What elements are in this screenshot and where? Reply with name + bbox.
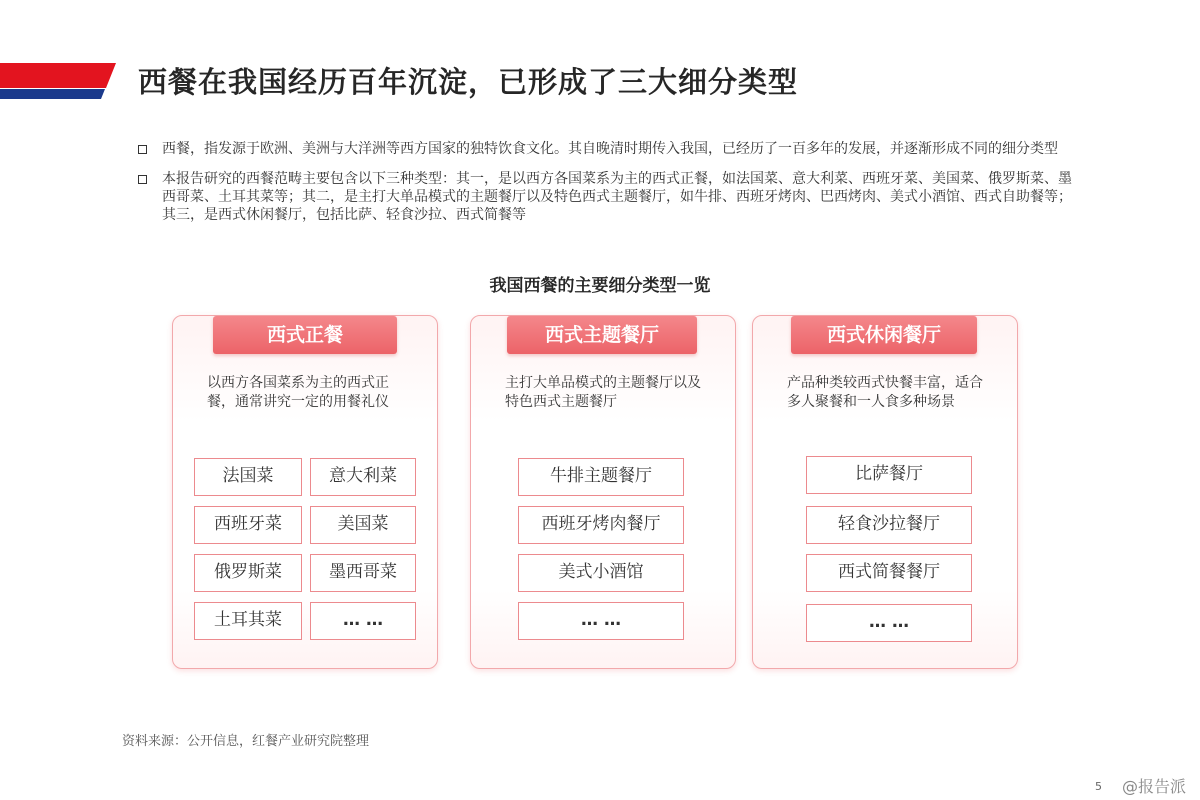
category-header: 西式主题餐厅 [507,316,697,354]
cuisine-item: 美国菜 [310,506,416,544]
cuisine-item: 西班牙菜 [194,506,302,544]
page-title: 西餐在我国经历百年沉淀，已形成了三大细分类型 [138,65,799,99]
restaurant-item: 比萨餐厅 [806,456,972,494]
square-bullet-icon [138,175,147,184]
category-card-casual-restaurant [752,315,1018,669]
category-card-formal-dining [172,315,438,669]
category-description: 产品种类较西式快餐丰富，适合多人聚餐和一人食多种场景 [787,375,983,410]
bullet-item [136,140,1076,158]
accent-bar-icon [0,63,120,99]
ellipsis-item: … … [310,602,416,640]
restaurant-item: 美式小酒馆 [518,554,684,592]
category-card-theme-restaurant [470,315,736,669]
bullet-text: 本报告研究的西餐范畴主要包含以下三种类型：其一，是以西方各国菜系为主的西式正餐，如法国菜、意大利菜、西班牙菜、美国菜、俄罗斯菜、墨西哥菜、土耳其菜等；其二，是主打大单品模式的主题餐厅以及特色西式主题餐厅，如牛排、西班牙烤肉、巴西烤肉、美式小酒馆、西式自助餐等；其三，是西式休闲餐厅，包括比萨、轻食沙拉、西式简餐等 [162,171,1072,223]
cuisine-item: 土耳其菜 [194,602,302,640]
bullet-list [136,140,1076,236]
square-bullet-icon [138,145,147,154]
cuisine-item: 法国菜 [194,458,302,496]
category-header: 西式休闲餐厅 [791,316,977,354]
restaurant-item: 西班牙烤肉餐厅 [518,506,684,544]
restaurant-item: 西式简餐餐厅 [806,554,972,592]
page-number: 5 [1095,780,1102,793]
ellipsis-item: … … [518,602,684,640]
watermark-tag: @报告派 [1122,777,1187,796]
cuisine-item: 墨西哥菜 [310,554,416,592]
section-title: 我国西餐的主要细分类型一览 [489,276,711,296]
category-header: 西式正餐 [213,316,397,354]
restaurant-item: 牛排主题餐厅 [518,458,684,496]
cuisine-item: 俄罗斯菜 [194,554,302,592]
bullet-text: 西餐，指发源于欧洲、美洲与大洋洲等西方国家的独特饮食文化。其自晚清时期传入我国，已经历了一百多年的发展，并逐渐形成不同的细分类型 [162,141,1058,157]
bullet-item [136,170,1076,224]
cuisine-item: 意大利菜 [310,458,416,496]
category-description: 主打大单品模式的主题餐厅以及特色西式主题餐厅 [505,375,701,410]
restaurant-item: 轻食沙拉餐厅 [806,506,972,544]
source-note: 资料来源：公开信息，红餐产业研究院整理 [122,734,370,749]
category-description: 以西方各国菜系为主的西式正餐，通常讲究一定的用餐礼仪 [207,375,389,410]
ellipsis-item: … … [806,604,972,642]
